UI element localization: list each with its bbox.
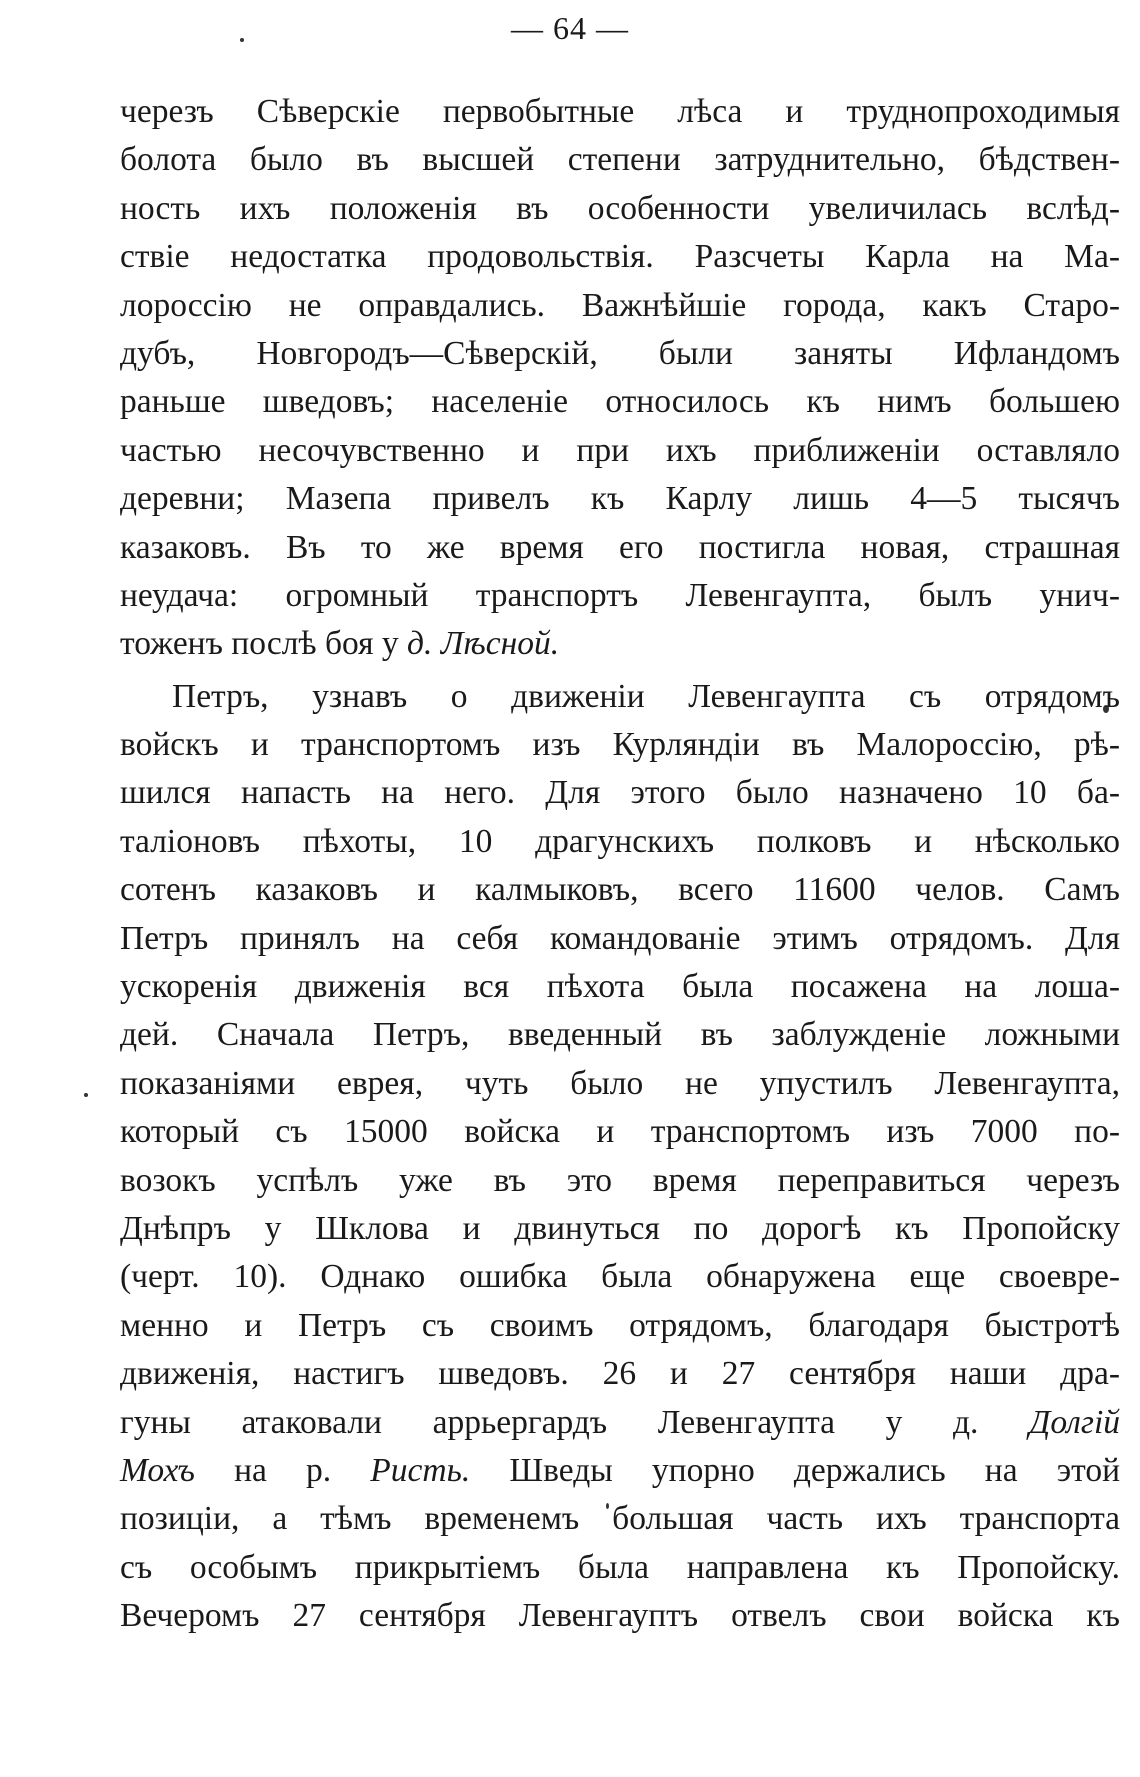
text-line: Петръ принялъ на себя командованіе этимъ отрядомъ. Для (120, 919, 1120, 957)
text-line (120, 620, 1120, 668)
print-speck (84, 1093, 88, 1097)
text-line: болота было въ высшей степени затруднительно, бѣдствен- (120, 141, 1120, 179)
place-name-italic: Долгій (1029, 1403, 1120, 1441)
text-run: на р. (194, 1451, 371, 1489)
page-body (120, 88, 1120, 1641)
text-line: показаніями еврея, чуть было не упустилъ Левенгаупта, (120, 1064, 1120, 1102)
paragraph (120, 673, 1120, 1641)
text-line: ность ихъ положенія въ особенности увеличилась вслѣд- (120, 189, 1120, 227)
text-run: гуны атаковали аррьергардъ Левенгаупта у д. (120, 1403, 1030, 1441)
text-line: войскъ и транспортомъ изъ Курляндіи въ Малороссію, рѣ- (120, 726, 1120, 764)
text-line: сотенъ казаковъ и калмыковъ, всего 11600 челов. Самъ (120, 871, 1120, 909)
text-line: казаковъ. Въ то же время его постигла новая, страшная (120, 528, 1120, 566)
place-name-italic: д. Лѣсной. (407, 625, 560, 663)
text-line: Петръ, узнавъ о движеніи Левенгаупта съ отрядомъ (172, 677, 1120, 715)
text-line: ускоренія движенія вся пѣхота была посажена на лоша- (120, 968, 1120, 1006)
text-line (120, 1447, 1120, 1495)
text-line: Вечеромъ 27 сентября Левенгауптъ отвелъ свои войска къ (120, 1597, 1120, 1635)
text-line: движенія, настигъ шведовъ. 26 и 27 сентября наши дра- (120, 1355, 1120, 1393)
text-line: дей. Сначала Петръ, введенный въ заблужденіе ложными (120, 1016, 1120, 1054)
text-line: раньше шведовъ; населеніе относилось къ нимъ большею (120, 383, 1120, 421)
text-line: таліоновъ пѣхоты, 10 драгунскихъ полковъ и нѣсколько (120, 822, 1120, 860)
text-line (120, 1399, 1120, 1447)
text-line: менно и Петръ съ своимъ отрядомъ, благодаря быстротѣ (120, 1306, 1120, 1344)
text-run: Шведы упорно держались на этой (470, 1451, 1120, 1489)
text-line: который съ 15000 войска и транспортомъ изъ 7000 по- (120, 1113, 1120, 1151)
text-run: тоженъ послѣ боя у (120, 625, 408, 663)
paragraph (120, 88, 1120, 669)
text-line: Днѣпръ у Шклова и двинуться по дорогѣ къ Пропойску (120, 1209, 1120, 1247)
text-line: шился напасть на него. Для этого было назначено 10 ба- (120, 774, 1120, 812)
text-line: лороссію не оправдались. Важнѣйшіе города, какъ Старо- (120, 286, 1120, 324)
text-line: дубъ, Новгородъ—Сѣверскій, были заняты Ифландомъ (120, 334, 1120, 372)
text-line: возокъ успѣлъ уже въ это время переправиться черезъ (120, 1161, 1120, 1199)
text-line: (черт. 10). Однако ошибка была обнаружена еще своевре- (120, 1258, 1120, 1296)
print-speck (240, 38, 244, 42)
text-line: частью несочувственно и при ихъ приближеніи оставляло (120, 431, 1120, 469)
river-name-italic: Ристь. (370, 1451, 471, 1489)
text-line: черезъ Сѣверскіе первобытные лѣса и труднопроходимыя (120, 93, 1120, 130)
text-line: ствіе недостатка продовольствія. Разсчеты Карла на Ма- (120, 238, 1120, 276)
text-line: деревни; Мазепа привелъ къ Карлу лишь 4—5 тысячъ (120, 480, 1120, 518)
text-line: неудача: огромный транспортъ Левенгаупта, былъ унич- (120, 576, 1120, 614)
text-line: позиціи, а тѣмъ временемъ большая часть ихъ транспорта (120, 1500, 1120, 1538)
text-line: съ особымъ прикрытіемъ была направлена къ Пропойску. (120, 1548, 1120, 1586)
place-name-italic: Мохъ (120, 1451, 195, 1489)
page-number: — 64 — (511, 10, 629, 46)
